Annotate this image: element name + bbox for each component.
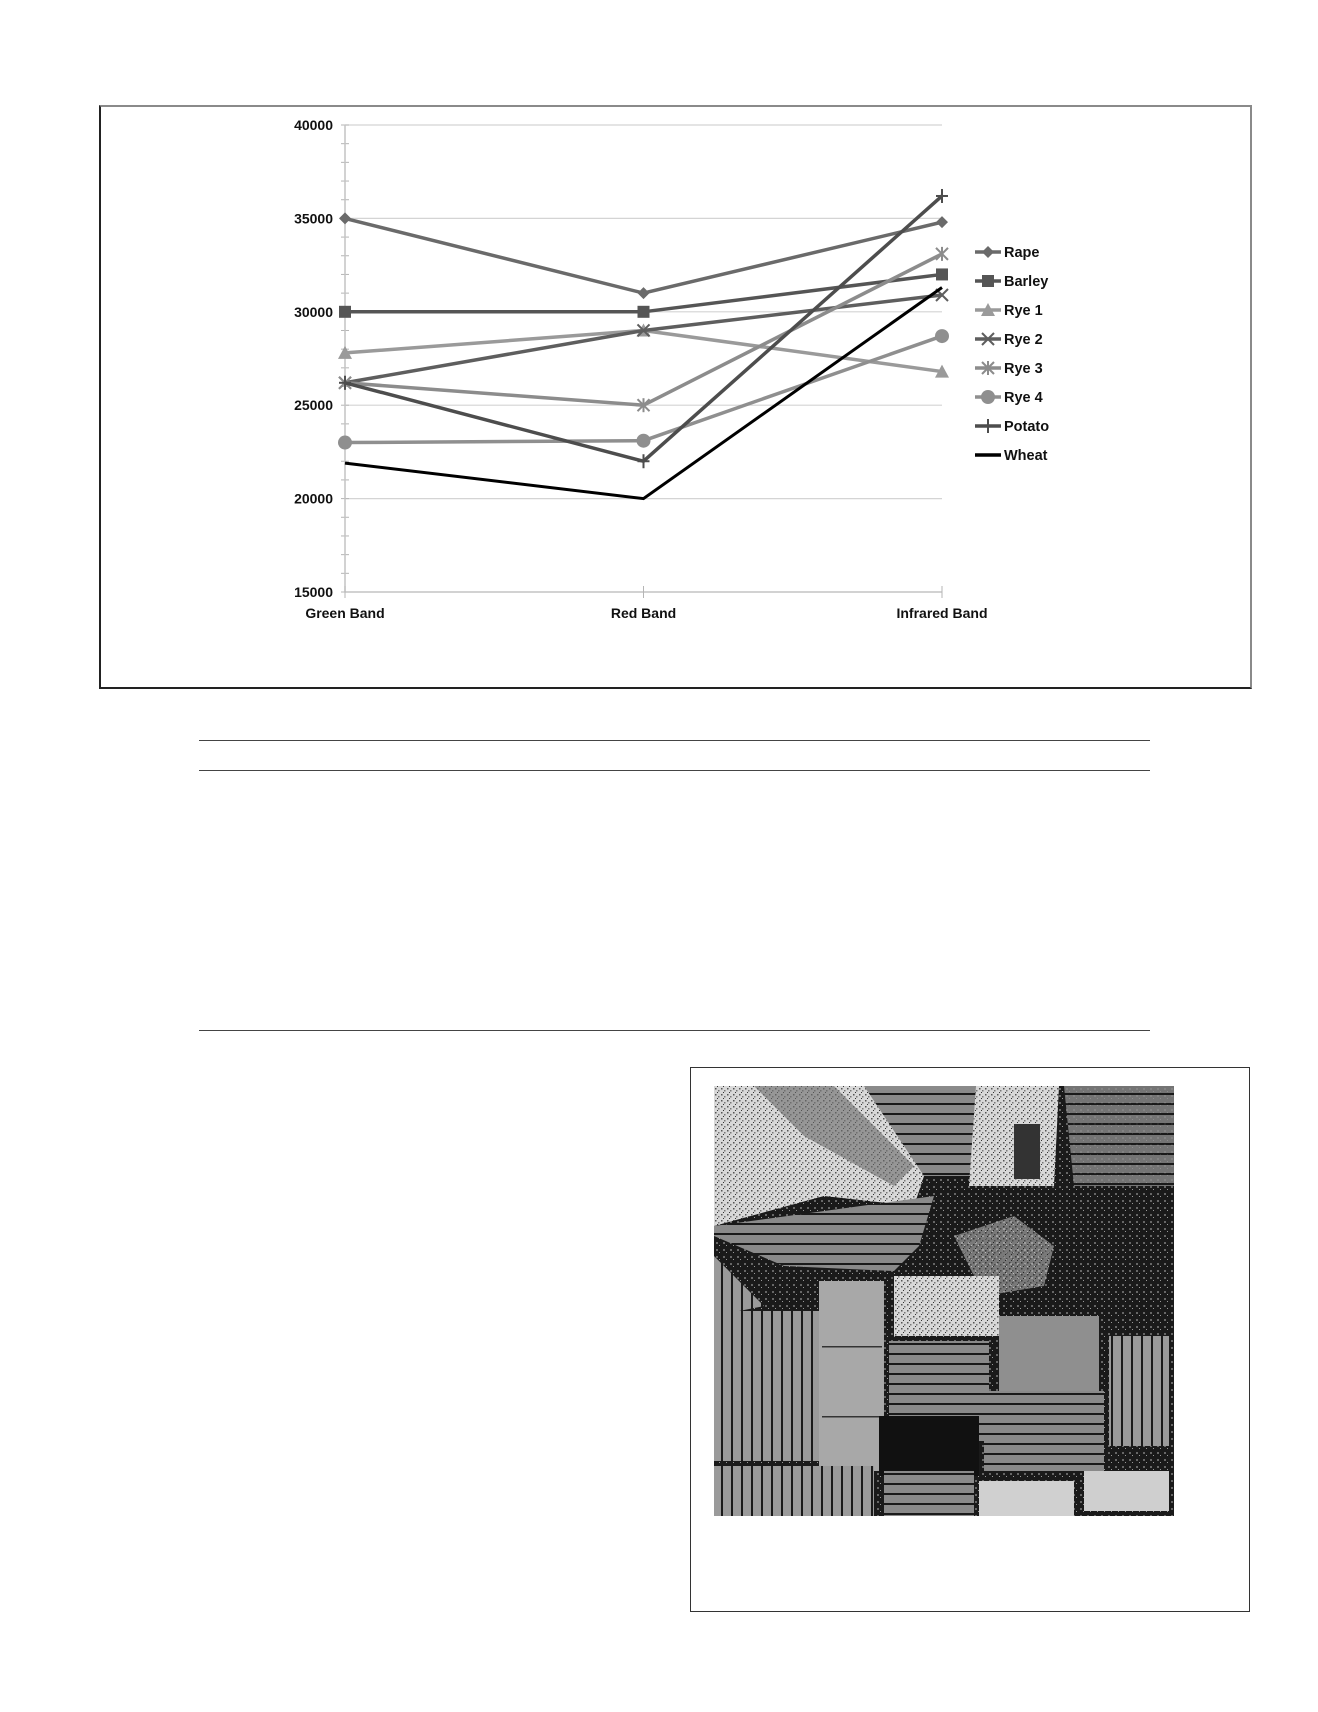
- series-line-rape: [345, 218, 942, 293]
- legend-item-potato: [975, 419, 1049, 435]
- line-chart: [0, 0, 1318, 700]
- figure-image-panel: [690, 1067, 1250, 1612]
- y-tick-label: 35000: [294, 210, 333, 227]
- x-tick-label: Red Band: [610, 605, 677, 621]
- x-tick-label: Green Band: [305, 605, 385, 621]
- data-point-barley: [339, 306, 351, 318]
- y-tick-label: 40000: [294, 117, 333, 133]
- legend-label: Potato: [1004, 419, 1050, 435]
- data-point-rye-4: [338, 436, 352, 450]
- legend-marker: [982, 246, 994, 258]
- legend-marker: [982, 275, 994, 287]
- legend-item-rye-4: [975, 390, 1043, 406]
- data-point-barley: [638, 306, 650, 318]
- y-tick-label: 30000: [294, 303, 333, 320]
- y-tick-label: 20000: [294, 490, 333, 507]
- data-point-rye-4: [637, 434, 651, 448]
- table-bottom-rule: [199, 1030, 1150, 1031]
- series-rye-2: [339, 289, 948, 389]
- table-header-rule: [199, 770, 1150, 771]
- legend-label: Wheat: [1004, 448, 1048, 464]
- series-lines: [338, 189, 949, 499]
- legend-item-rye-3: [975, 361, 1043, 377]
- legend-label: Rye 1: [1004, 303, 1043, 319]
- legend: [975, 245, 1049, 464]
- data-point-barley: [936, 268, 948, 280]
- legend-marker: [981, 390, 995, 404]
- legend-label: Rye 4: [1004, 390, 1043, 406]
- legend-item-barley: [975, 274, 1048, 290]
- table-top-rule: [199, 740, 1150, 741]
- classified-field-image: [714, 1086, 1174, 1516]
- data-point-rape: [638, 287, 650, 299]
- axes: [294, 117, 987, 621]
- legend-label: Barley: [1004, 274, 1049, 290]
- legend-label: Rye 3: [1004, 361, 1043, 377]
- legend-item-rye-2: [975, 332, 1043, 348]
- data-point-rye-4: [935, 329, 949, 343]
- x-tick-label: Infrared Band: [896, 605, 988, 621]
- legend-item-wheat: [975, 448, 1048, 464]
- data-point-rye-3: [936, 247, 948, 261]
- legend-label: Rape: [1004, 245, 1040, 261]
- y-tick-label: 15000: [294, 584, 333, 600]
- y-tick-label: 25000: [294, 397, 333, 414]
- legend-label: Rye 2: [1004, 332, 1043, 348]
- legend-item-rape: [975, 245, 1039, 261]
- legend-marker: [982, 419, 994, 433]
- data-point-rape: [339, 212, 351, 224]
- legend-item-rye-1: [975, 303, 1043, 319]
